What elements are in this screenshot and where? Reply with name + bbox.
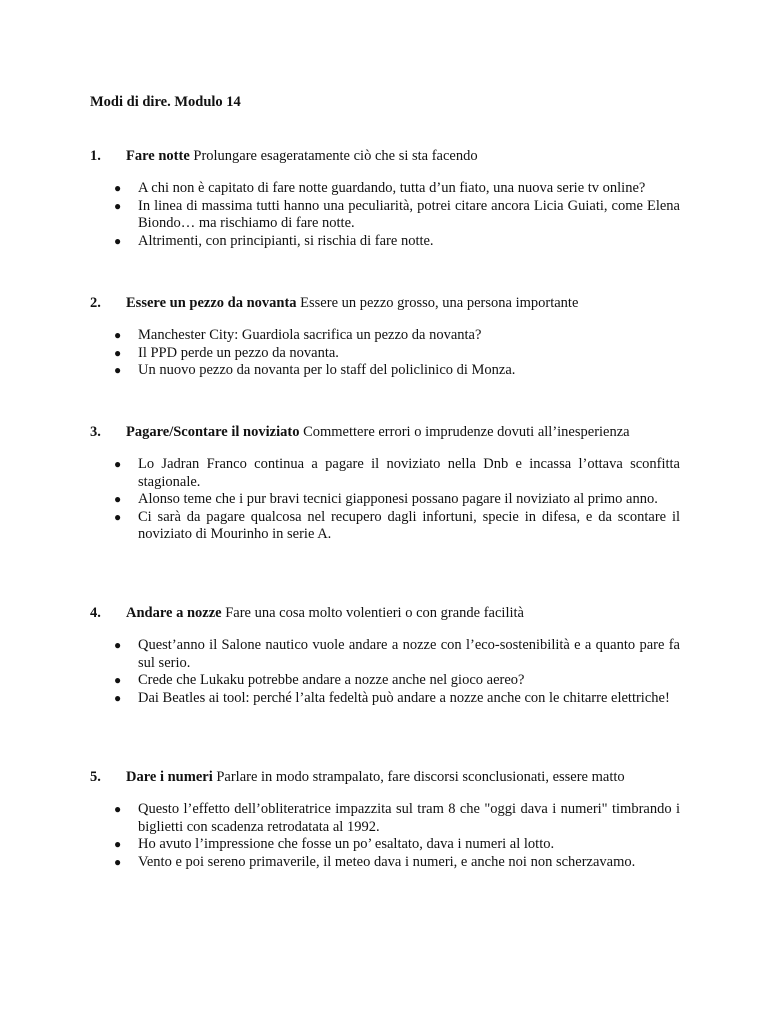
idiom-number: 4. [90,605,101,621]
idiom-heading [90,422,680,442]
example-text: Vento e poi sereno primaverile, il meteo dava i numeri, e anche noi non scherzavamo. [138,853,636,870]
example-item [90,345,680,363]
bullet-icon: ● [114,690,122,705]
example-text: Dai Beatles ai tool: perché l’alta fedeltà può andare a nozze anche con le chitarre elettriche! [138,689,670,706]
example-text: Un nuovo pezzo da novanta per lo staff del policlinico di Monza. [138,362,516,378]
example-list [90,637,680,707]
example-text: Ci sarà da pagare qualcosa nel recupero dagli infortuni, specie in difesa, e da scontare il noviziato di Mourinho in serie A. [138,508,680,542]
example-item [90,690,680,708]
example-text: Il PPD perde un pezzo da novanta. [138,344,339,361]
bullet-icon: ● [114,673,122,687]
idiom-section [90,293,680,380]
bullet-icon: ● [114,198,122,213]
bullet-icon: ● [114,363,122,377]
idiom-definition: Fare una cosa molto volentieri o con grande facilità [225,605,524,621]
bullet-icon: ● [114,509,122,524]
document-title: Modi di dire. Modulo 14 [90,94,241,110]
example-item [90,491,680,509]
bullet-icon: ● [114,345,122,360]
example-item [90,672,680,690]
example-text: Alonso teme che i pur bravi tecnici giapponesi possano pagare il noviziato al primo anno. [138,491,658,507]
bullet-icon: ● [114,802,122,816]
example-item [90,509,680,544]
example-text: Ho avuto l’impressione che fosse un po’ esaltato, dava i numeri al lotto. [138,836,555,852]
idiom-heading [90,603,680,623]
idiom-heading [90,767,680,787]
idiom-number: 1. [90,148,101,164]
idiom-section [90,603,680,707]
idiom-number: 5. [90,769,101,785]
bullet-icon: ● [114,837,122,851]
idiom-term: Essere un pezzo da novanta [126,295,297,311]
example-item [90,836,680,854]
example-text: Lo Jadran Franco continua a pagare il noviziato nella Dnb e incassa l’ottava sconfitta stagionale. [138,456,680,490]
example-list [90,456,680,544]
idiom-heading [90,293,680,313]
example-text: A chi non è capitato di fare notte guardando, tutta d’un fiato, una nuova serie tv online? [138,180,646,196]
idiom-definition: Parlare in modo strampalato, fare discorsi sconclusionati, essere matto [216,769,625,785]
bullet-icon: ● [114,492,122,506]
example-list [90,801,680,871]
example-item [90,456,680,491]
idiom-term: Fare notte [126,148,190,164]
idiom-definition: Essere un pezzo grosso, una persona importante [300,295,579,311]
bullet-icon: ● [114,854,122,869]
example-item [90,180,680,198]
idiom-term: Andare a nozze [126,605,222,621]
example-text: Crede che Lukaku potrebbe andare a nozze anche nel gioco aereo? [138,672,525,688]
idiom-term: Pagare/Scontare il noviziato [126,424,300,440]
idiom-heading [90,146,680,166]
example-text: Manchester City: Guardiola sacrifica un pezzo da novanta? [138,327,482,343]
example-item [90,854,680,872]
bullet-icon: ● [114,328,122,342]
example-item [90,233,680,251]
idiom-section [90,767,680,871]
example-text: Altrimenti, con principianti, si rischia di fare notte. [138,232,434,249]
example-item [90,637,680,672]
idiom-term: Dare i numeri [126,769,213,785]
example-text: Questo l’effetto dell’obliteratrice impazzita sul tram 8 che "oggi dava i numeri" timbrando i biglietti con scadenza retrodatata al 1992. [138,801,680,835]
idiom-section [90,146,680,250]
example-list [90,180,680,250]
idiom-number: 3. [90,424,101,440]
example-item [90,801,680,836]
example-item [90,198,680,233]
example-text: Quest’anno il Salone nautico vuole andare a nozze con l’eco-sostenibilità e a quanto pare fa sul serio. [138,637,680,671]
idiom-number: 2. [90,295,101,311]
example-item [90,362,680,380]
bullet-icon: ● [114,233,122,248]
bullet-icon: ● [114,181,122,195]
idiom-definition: Prolungare esageratamente ciò che si sta facendo [193,148,478,164]
idiom-section [90,422,680,544]
idiom-definition: Commettere errori o imprudenze dovuti all’inesperienza [303,424,630,440]
example-text: In linea di massima tutti hanno una peculiarità, potrei citare ancora Licia Guiati, come Elena Biondo… ma rischiamo di fare notte. [138,197,680,231]
bullet-icon: ● [114,457,122,471]
example-list [90,327,680,380]
example-item [90,327,680,345]
bullet-icon: ● [114,638,122,652]
